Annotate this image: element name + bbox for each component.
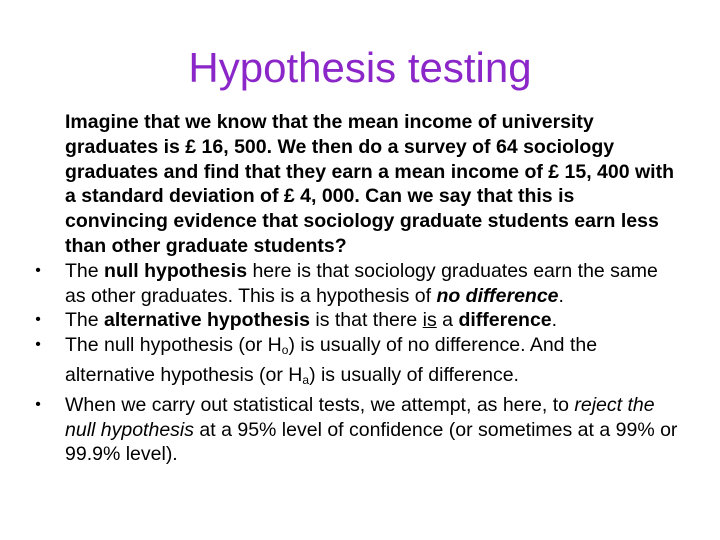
difference-term: difference (458, 309, 552, 332)
slide-body (30, 110, 680, 467)
bullet-text: is that there (309, 309, 423, 332)
no-difference-emphasis: no difference (436, 284, 559, 307)
bullet-text: here is that sociology graduates earn the same as other graduates. This is a hypothesis of (65, 259, 658, 307)
bullet-text: When we carry out statistical tests, we attempt, as here, to (65, 393, 575, 416)
reject-null-emphasis: reject the null hypothesis (65, 393, 655, 441)
bullet-dot: • (35, 395, 41, 413)
subscript-a: a (302, 372, 310, 387)
bullet-text: . (551, 309, 558, 332)
bullet-null-hypothesis (30, 259, 680, 309)
bullet-text: The null hypothesis (or H (65, 334, 282, 357)
bullet-text: a (436, 309, 459, 332)
bullet-dot: • (35, 336, 41, 354)
bullet-text: ) is usually of difference. (309, 363, 519, 386)
bullet-statistical-tests (30, 393, 680, 467)
bullet-text: . (558, 284, 564, 307)
alternative-hypothesis-term: alternative hypothesis (104, 309, 310, 332)
bullet-dot: • (35, 261, 41, 279)
bullet-text: The (65, 259, 105, 282)
bullet-hypothesis-notation (30, 333, 680, 393)
bullet-text: The (65, 309, 105, 332)
null-hypothesis-term: null hypothesis (104, 259, 248, 282)
bullet-text: at a 95% level of confidence (or sometimes at a 99% or 99.9% level). (65, 418, 678, 466)
slide-title: Hypothesis testing (188, 44, 532, 91)
is-underlined: is (422, 309, 437, 332)
intro-paragraph: Imagine that we know that the mean income of university graduates is £ 16, 500. We then do a survey of 64 sociology graduates and find that they earn a mean income of £ 15, 400 with a standard deviation of £ 4, 000. Can we say that this is convincing evidence that sociology graduate students earn less than other graduate students? (65, 111, 674, 257)
bullet-alternative-hypothesis (30, 308, 680, 333)
bullet-text: ) is usually of no difference. And the alternative hypothesis (or H (65, 334, 598, 386)
subscript-o: o (281, 343, 289, 358)
bullet-dot: • (35, 311, 41, 329)
